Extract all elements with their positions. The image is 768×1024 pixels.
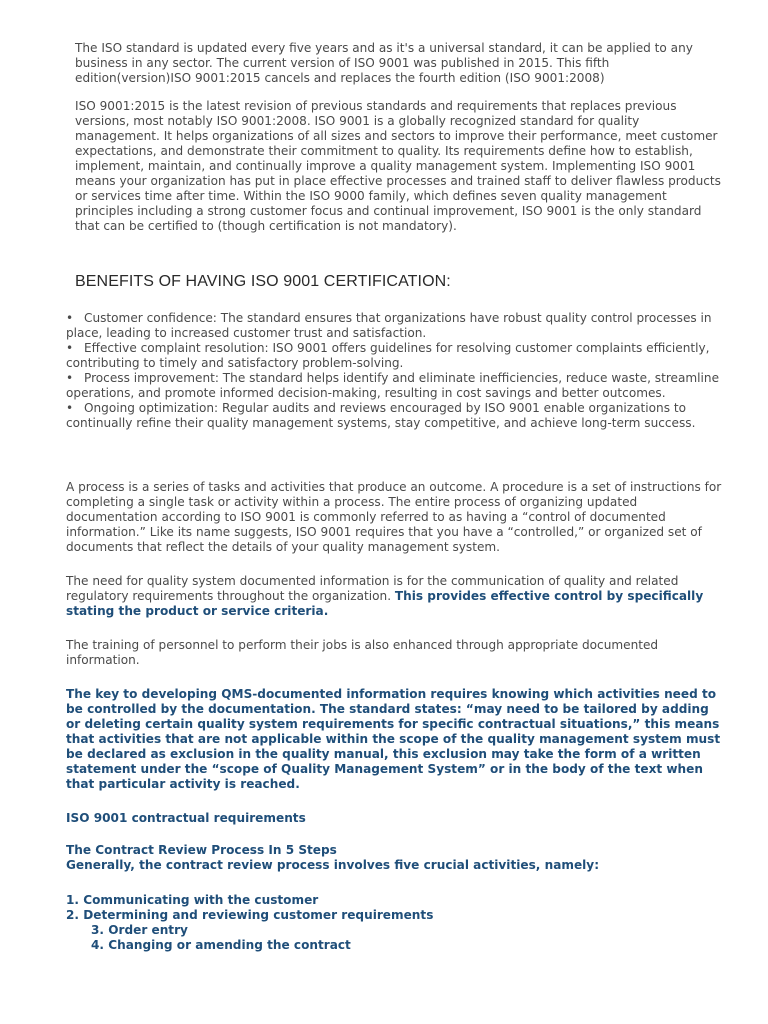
- list-item: • Customer confidence: The standard ensures that organizations have robust quality control processes in place, leading to increased customer trust and satisfaction.: [66, 311, 712, 340]
- paragraph-training: The training of personnel to perform their jobs is also enhanced through appropriate documented information.: [66, 638, 659, 667]
- benefits-list: [66, 311, 726, 431]
- contract-review-title: The Contract Review Process In 5 Steps: [66, 843, 337, 857]
- paragraph-iso-2015: ISO 9001:2015 is the latest revision of previous standards and requirements that replaces previous versions, most notably ISO 9001:2008. ISO 9001 is a globally recognized standard for quality management. It helps organizations of all sizes and sectors to improve their performance, meet customer expectations, and demonstrate their commitment to quality. Its requirements define how to establish, implement, maintain, and continually improve a quality management system. Implementing ISO 9001 means your organization has put in place effective processes and trained staff to deliver flawless products or services time after time. Within the ISO 9000 family, which defines seven quality management principles including a strong customer focus and continual improvement, ISO 9001 is the only standard that can be certified to (though certification is not mandatory).: [75, 99, 721, 233]
- list-item: • Ongoing optimization: Regular audits and reviews encouraged by ISO 9001 enable organizations to continually refine their quality management systems, stay competitive, and achieve long-term success.: [66, 401, 696, 430]
- paragraph-process: A process is a series of tasks and activities that produce an outcome. A procedure is a set of instructions for completing a single task or activity within a process. The entire process of organizing updated documentation according to ISO 9001 is commonly referred to as having a “control of documented information.” Like its name suggests, ISO 9001 requires that you have a “controlled,” or organized set of documents that reflect the details of your quality management system.: [66, 480, 722, 554]
- list-item: 3. Order entry: [91, 923, 188, 937]
- bullet-icon: •: [66, 341, 74, 355]
- emphasis-text: This provides effective control by specifically stating the product or service criteria.: [66, 589, 704, 618]
- list-item: • Process improvement: The standard helps identify and eliminate inefficiencies, reduce waste, streamline operations, and promote informed decision-making, resulting in cost savings and better outcomes.: [66, 371, 720, 400]
- list-item: • Effective complaint resolution: ISO 9001 offers guidelines for resolving customer complaints efficiently, contributing to timely and satisfactory problem-solving.: [66, 341, 710, 370]
- paragraph-iso-update: The ISO standard is updated every five years and as it's a universal standard, it can be applied to any business in any sector. The current version of ISO 9001 was published in 2015. This fifth edition(version)ISO 9001:2015 cancels and replaces the fourth edition (ISO 9001:2008): [75, 41, 693, 85]
- list-item: 1. Communicating with the customer: [66, 893, 319, 907]
- contract-steps-list: [66, 893, 726, 953]
- benefits-heading: BENEFITS OF HAVING ISO 9001 CERTIFICATION:: [75, 273, 451, 290]
- list-item: 2. Determining and reviewing customer requirements: [66, 908, 434, 922]
- contract-requirements-heading: ISO 9001 contractual requirements: [66, 811, 306, 825]
- list-item: 4. Changing or amending the contract: [91, 938, 351, 952]
- bullet-icon: •: [66, 311, 74, 325]
- bullet-icon: •: [66, 371, 74, 385]
- contract-review-intro: Generally, the contract review process involves five crucial activities, namely:: [66, 858, 600, 872]
- paragraph-documented-info: The need for quality system documented information is for the communication of quality and related regulatory requirements throughout the organization. This provides effective control by specifically stating the product or service criteria.: [66, 574, 704, 618]
- bullet-icon: •: [66, 401, 74, 415]
- paragraph-qms-key: The key to developing QMS-documented information requires knowing which activities need to be controlled by the documentation. The standard states: “may need to be tailored by adding or deleting certain quality system requirements for specific contractual situations,” this means that activities that are not applicable within the scope of the quality management system must be declared as exclusion in the quality manual, this exclusion may take the form of a written statement under the “scope of Quality Management System” or in the body of the text when that particular activity is reached.: [66, 687, 721, 791]
